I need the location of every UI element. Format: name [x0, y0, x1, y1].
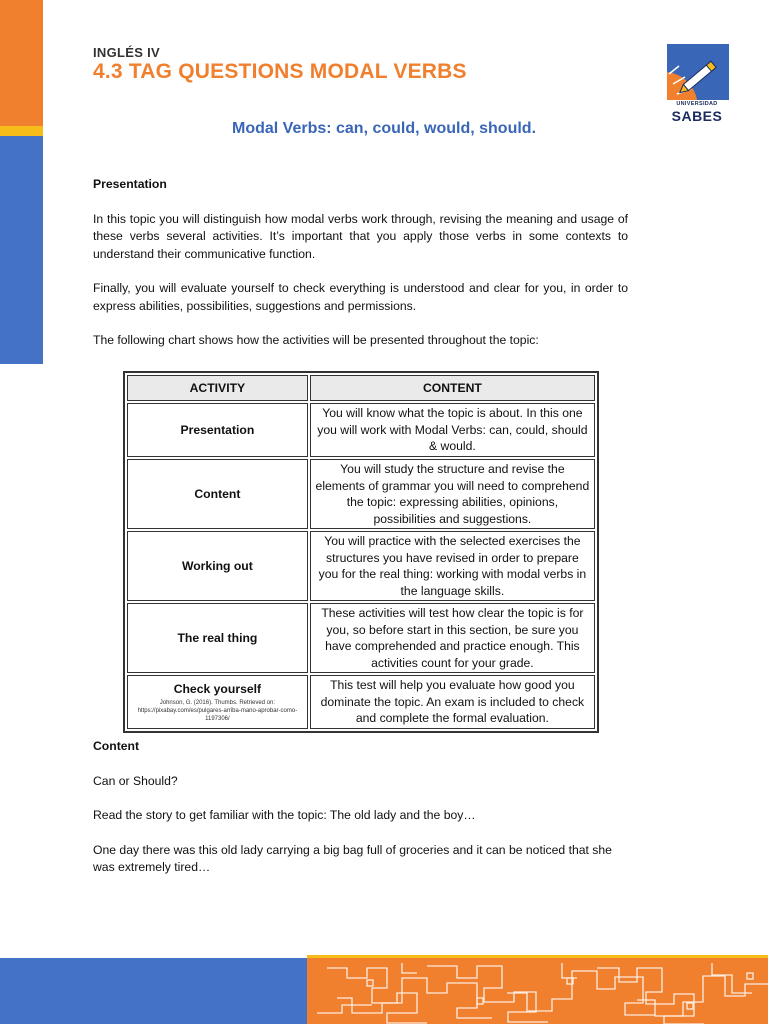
table-row — [127, 403, 595, 457]
column-header-activity: ACTIVITY — [127, 375, 308, 401]
column-header-content: CONTENT — [310, 375, 595, 401]
footer-blue-band — [0, 958, 307, 1024]
circuit-pattern-icon — [307, 958, 768, 1024]
intro-paragraph-3: The following chart shows how the activities will be presented throughout the topic: — [93, 333, 539, 347]
course-name: INGLÉS IV — [93, 45, 160, 60]
footer-orange-band — [307, 958, 768, 1024]
pencil-sun-icon — [667, 44, 729, 100]
side-bar-orange — [0, 0, 43, 126]
activity-table — [123, 371, 599, 733]
side-bar-blue — [0, 136, 43, 364]
logo-emblem — [667, 44, 729, 100]
logo-subtitle: UNIVERSIDAD — [676, 101, 718, 107]
content-heading: Content — [93, 739, 140, 753]
logo-name: SABES — [671, 108, 723, 124]
content-cell: These activities will test how clear the topic is for you, so before start in this section, be sure you have comprehended and practice enough. This activities count for your grade. — [310, 603, 595, 673]
activity-cell: The real thing — [127, 603, 308, 673]
table-row — [127, 531, 595, 601]
content-line-2: Read the story to get familiar with the topic: The old lady and the boy… — [93, 808, 476, 822]
activity-cell: Working out — [127, 531, 308, 601]
activity-label: Check yourself — [173, 681, 262, 696]
table-row — [127, 675, 595, 729]
content-cell: You will study the structure and revise the elements of grammar you will need to comprehend the topic: expressing abilities, opinions, possibilities and suggestions. — [310, 459, 595, 529]
activity-cell: Content — [127, 459, 308, 529]
university-logo — [664, 44, 730, 124]
image-citation: Johnson, G. (2016). Thumbs. Retrieved on: https://pixabay.com/es/pulgares-arriba-mano-aprobar-como-1197306/ — [137, 700, 298, 723]
table-row — [127, 603, 595, 673]
intro-paragraph-1: In this topic you will distinguish how modal verbs work through, revising the meaning and usage of these verbs several activities. It’s important that you apply those verbs in some contexts to understand their communicative function. — [93, 211, 628, 261]
activity-cell — [127, 675, 308, 729]
presentation-heading: Presentation — [93, 177, 167, 191]
lesson-subtitle: Modal Verbs: can, could, would, should. — [231, 120, 537, 137]
activity-cell: Presentation — [127, 403, 308, 457]
content-cell: You will practice with the selected exercises the structures you have revised in order to prepare you for the real thing: working with modal verbs in the language skills. — [310, 531, 595, 601]
table-row — [127, 459, 595, 529]
content-cell: This test will help you evaluate how good you dominate the topic. An exam is included to check and complete the formal evaluation. — [310, 675, 595, 729]
intro-paragraph-2: Finally, you will evaluate yourself to check everything is understood and clear for you, in order to express abilities, possibilities, suggestions and permissions. — [93, 281, 628, 313]
content-cell: You will know what the topic is about. In this one you will work with Modal Verbs: can, could, should & would. — [310, 403, 595, 457]
content-section — [93, 738, 628, 894]
content-line-1: Can or Should? — [93, 773, 178, 788]
page-title: 4.3 TAG QUESTIONS MODAL VERBS — [93, 60, 467, 83]
intro-section — [93, 176, 628, 367]
content-line-3: One day there was this old lady carrying a big bag full of groceries and it can be noticed that she was extremely tired… — [93, 842, 612, 874]
table-header-row — [127, 375, 595, 401]
